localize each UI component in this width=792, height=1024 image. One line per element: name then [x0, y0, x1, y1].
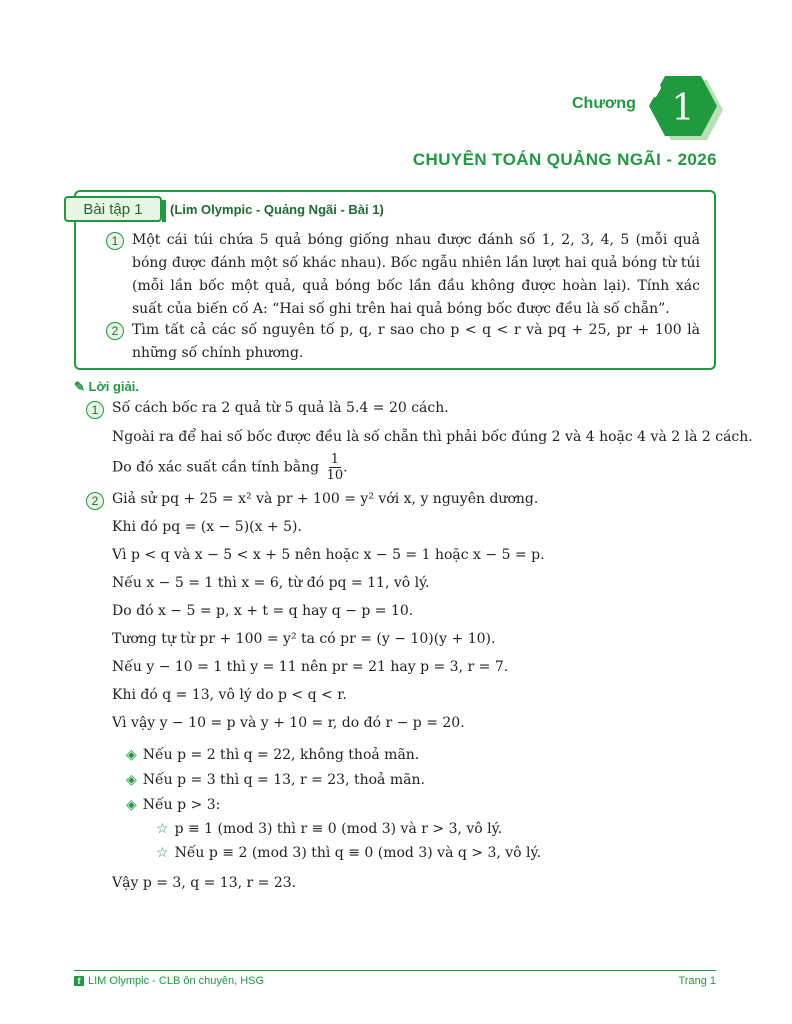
- question-1-text: Một cái túi chứa 5 quả bóng giống nhau được đánh số 1, 2, 3, 4, 5 (mỗi quả bóng được đánh một số khác nhau). Bốc ngẫu nhiên lần lượt hai quả bóng từ túi (mỗi lần bốc một quả, quả bóng bốc lần đầu không được hoàn lại). Tính xác suất của biến cố A: “Hai số ghi trên hai quả bóng bốc được đều là số chẵn”.: [132, 232, 700, 317]
- exercise-source: (Lim Olympic - Quảng Ngãi - Bài 1): [170, 202, 384, 217]
- question-2-text: Tìm tất cả các số nguyên tố p, q, r sao cho p < q < r và pq + 25, pr + 100 là những số chính phương.: [132, 322, 700, 361]
- solution-2-line: Nếu x − 5 = 1 thì x = 6, từ đó pq = 11, vô lý.: [112, 575, 430, 591]
- pencil-icon: ✎: [74, 379, 85, 394]
- chapter-number-badge: [647, 74, 725, 144]
- solution-2-number: 2: [86, 492, 104, 510]
- case-item: ◈ Nếu p > 3:: [126, 797, 221, 813]
- chapter-number: 1: [671, 88, 695, 129]
- solution-2-line: Khi đó pq = (x − 5)(x + 5).: [112, 519, 302, 535]
- footer-divider: [74, 970, 716, 971]
- solution-1-probability: Do đó xác suất cần tính bằng $\frac{1}{10}$ .: [112, 452, 348, 483]
- exercise-label: Bài tập 1: [64, 196, 162, 222]
- question-1-number: 1: [106, 232, 124, 250]
- solution-1-line: Số cách bốc ra 2 quả từ 5 quả là 5.4 = 20 cách.: [112, 400, 449, 416]
- diamond-bullet-icon: ◈: [126, 747, 137, 763]
- solution-2-line: Nếu y − 10 = 1 thì y = 11 nên pr = 21 hay p = 3, r = 7.: [112, 659, 509, 675]
- question-2-number: 2: [106, 322, 124, 340]
- case-item: ◈ Nếu p = 3 thì q = 13, r = 23, thoả mãn.: [126, 772, 425, 788]
- solution-2-line: Khi đó q = 13, vô lý do p < q < r.: [112, 687, 347, 703]
- case-item: ◈ Nếu p = 2 thì q = 22, không thoả mãn.: [126, 747, 420, 763]
- chapter-title: CHUYÊN TOÁN QUẢNG NGÃI - 2026: [412, 150, 717, 169]
- solution-heading: ✎ Lời giải.: [74, 379, 139, 394]
- solution-2-line: Tương tự từ pr + 100 = y² ta có pr = (y − 10)(y + 10).: [112, 631, 496, 647]
- diamond-bullet-icon: ◈: [126, 772, 137, 788]
- page-number: Trang 1: [678, 975, 716, 987]
- subcase-item: ☆ p ≡ 1 (mod 3) thì r ≡ 0 (mod 3) và r > 3, vô lý.: [156, 821, 503, 837]
- facebook-icon: f: [74, 976, 84, 986]
- solution-1-number: 1: [86, 401, 104, 419]
- solution-2-line: Giả sử pq + 25 = x² và pr + 100 = y² với x, y nguyên dương.: [112, 491, 539, 507]
- star-bullet-icon: ☆: [156, 821, 169, 837]
- solution-2-line: Do đó x − 5 = p, x + t = q hay q − p = 10.: [112, 603, 414, 619]
- conclusion: Vậy p = 3, q = 13, r = 23.: [112, 875, 297, 891]
- subcase-item: ☆ Nếu p ≡ 2 (mod 3) thì q ≡ 0 (mod 3) và q > 3, vô lý.: [156, 845, 542, 861]
- chapter-label: Chương: [572, 95, 636, 112]
- solution-2-line: Vì vậy y − 10 = p và y + 10 = r, do đó r − p = 20.: [112, 715, 465, 731]
- star-bullet-icon: ☆: [156, 845, 169, 861]
- footer-left: f LIM Olympic - CLB ôn chuyên, HSG: [74, 975, 264, 987]
- diamond-bullet-icon: ◈: [126, 797, 137, 813]
- probability-fraction: $\frac{1}{10}$: [326, 452, 344, 483]
- solution-2-line: Vì p < q và x − 5 < x + 5 nên hoặc x − 5 = 1 hoặc x − 5 = p.: [112, 547, 545, 563]
- solution-1-line: Ngoài ra để hai số bốc được đều là số chẵn thì phải bốc đúng 2 và 4 hoặc 4 và 2 là 2 cách.: [112, 429, 753, 445]
